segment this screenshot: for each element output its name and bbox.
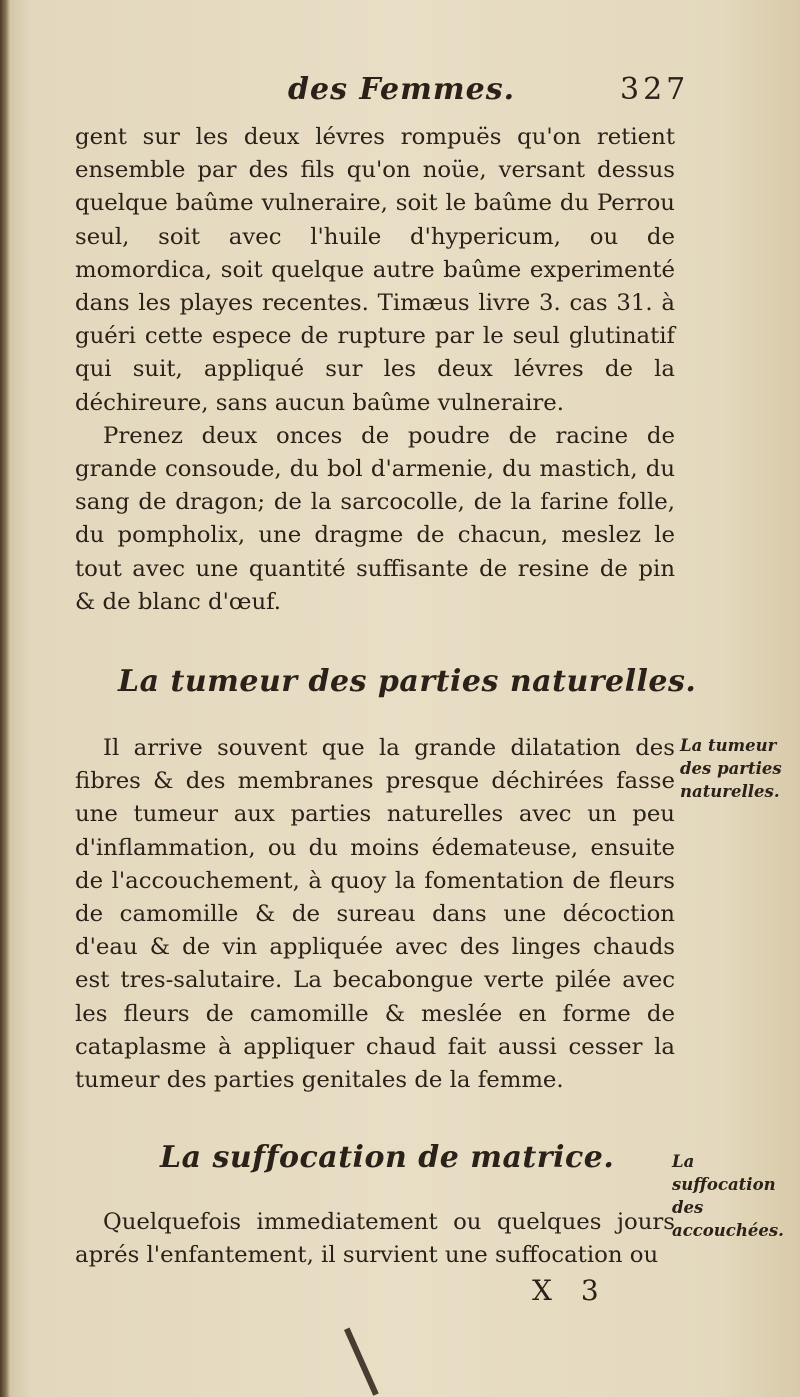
- heading-tumeur: La tumeur des parties naturelles.: [118, 664, 697, 699]
- margin-note-suffocation: La suffocation des accouchées.: [672, 1152, 784, 1240]
- running-title: des Femmes.: [288, 72, 516, 107]
- ink-stroke: [344, 1328, 379, 1396]
- margin-note-tumeur: La tumeur des parties naturelles.: [680, 736, 782, 801]
- page-number: 327: [620, 72, 690, 107]
- paragraph-continuation: gent sur les deux lévres rompuës qu'on retient ensemble par des fils qu'on noüe, versant dessus quelque baûme vulneraire, soit le baûme du Perrou seul, soit avec l'huile d'hypericum, ou de momordica, soit quelque autre baûme experimenté dans les playes recentes. Timæus livre 3. cas 31. à guéri cette espece de rupture par le seul glutinatif qui suit, appliqué sur les deux lévres de la déchireure, sans aucun baûme vulneraire.: [75, 124, 675, 416]
- text-block-2: [75, 732, 675, 1097]
- paragraph-tumeur: Il arrive souvent que la grande dilatation des fibres & des membranes presque déchirées fasse une tumeur aux parties naturelles avec un peu d'inflammation, ou du moins édemateuse, ensuite de l'accouchement, à quoy la fomentation de fleurs de camomille & de sureau dans une décoction d'eau & de vin appliquée avec des linges chauds est tres-salutaire. La becabongue verte pilée avec les fleurs de camomille & meslée en forme de cataplasme à appliquer chaud fait aussi cesser la tumeur des parties genitales de la femme.: [75, 735, 675, 1094]
- signature-mark: X 3: [532, 1274, 609, 1307]
- heading-suffocation: La suffocation de matrice.: [160, 1140, 615, 1175]
- paragraph-recipe: Prenez deux onces de poudre de racine de grande consoude, du bol d'armenie, du mastich, du sang de dragon; de la sarcocolle, de la farine folle, du pompholix, une dragme de chacun, meslez le tout avec une quantité suffisante de resine de pin & de blanc d'œuf.: [75, 422, 675, 615]
- book-binding-shadow: [0, 0, 10, 1397]
- text-block-3: [75, 1206, 675, 1272]
- text-block-1: [75, 121, 675, 619]
- page-header: [0, 72, 800, 122]
- paragraph-suffocation: Quelquefois immediatement ou quelques jours aprés l'enfantement, il survient une suffocation ou: [75, 1209, 675, 1269]
